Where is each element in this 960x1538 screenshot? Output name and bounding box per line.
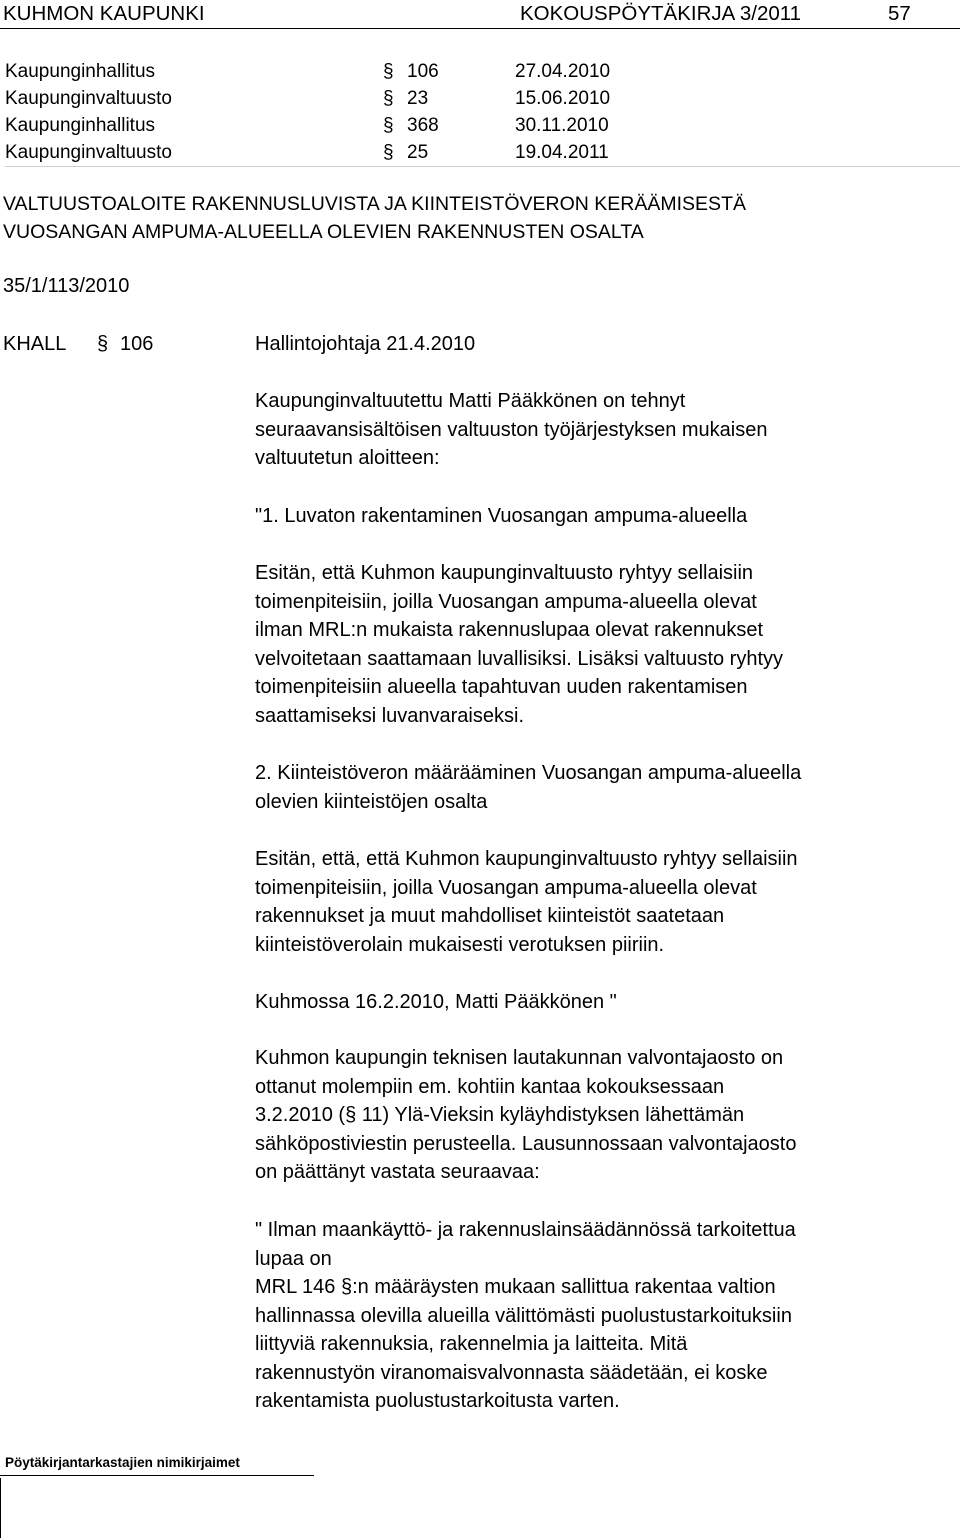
text-line: rakentamista puolustustarkoitusta varten. — [255, 1390, 620, 1412]
item2-title — [255, 759, 801, 816]
document-title: KOKOUSPÖYTÄKIRJA 3/2011 — [520, 2, 802, 25]
text-line: rakennustyön viranomaisvalvonnasta säädetään, ei koske — [255, 1361, 768, 1384]
initiative-signature — [255, 988, 617, 1017]
page-header — [0, 2, 960, 29]
committee-statement — [255, 1044, 796, 1187]
item1-body — [255, 559, 783, 730]
text-line: saattamiseksi luvanvaraiseksi. — [255, 704, 524, 727]
meeting-row — [5, 112, 960, 139]
text-line: on päättänyt vastata seuraavaa: — [255, 1161, 540, 1183]
text-line: "1. Luvaton rakentaminen Vuosangan ampuma-alueella — [255, 505, 748, 527]
municipality-name: KUHMON KAUPUNKI — [3, 2, 205, 25]
text-line: seuraavansisältöisen valtuuston työjärjestyksen mukaisen — [255, 418, 768, 441]
text-line: liittyviä rakennuksia, rakennelmia ja laitteita. Mitä — [255, 1333, 688, 1355]
meeting-date: 15.06.2010 — [515, 88, 611, 109]
text-line: " Ilman maankäyttö- ja rakennuslainsäädännössä tarkoitettua — [255, 1219, 796, 1241]
signature-box-edge — [0, 1478, 1, 1538]
text-line: Esitän, että Kuhmon kaupunginvaltuusto ryhtyy sellaisiin — [255, 562, 754, 584]
text-line: velvoitetaan saattamaan luvallisiksi. Lisäksi valtuusto ryhtyy — [255, 647, 784, 670]
khall-label: KHALL — [3, 333, 67, 355]
matter-title-line: VUOSANGAN AMPUMA-ALUEELLA OLEVIEN RAKENNUSTEN OSALTA — [3, 221, 644, 243]
text-line: kiinteistöverolain mukaisesti verotuksen piiriin. — [255, 933, 665, 956]
meeting-body: Kaupunginvaltuusto — [5, 88, 172, 109]
page-number: 57 — [888, 2, 911, 25]
section-sign: § — [383, 142, 394, 163]
signature-line — [0, 1475, 314, 1476]
text-line: 3.2.2010 (§ 11) Ylä-Vieksin kyläyhdistyksen lähettämän — [255, 1104, 745, 1126]
meeting-number: 25 — [407, 142, 429, 163]
section-sign: § — [383, 115, 394, 136]
text-line: Kaupunginvaltuutettu Matti Pääkkönen on tehnyt — [255, 390, 686, 412]
meeting-number: 106 — [407, 61, 439, 82]
text-line: Esitän, että, että Kuhmon kaupunginvaltuusto ryhtyy sellaisiin — [255, 848, 798, 870]
text-line: ottanut molempiin em. kohtiin kantaa kokouksessaan — [255, 1075, 725, 1098]
text-line: toimenpiteisiin, joilla Vuosangan ampuma-alueella olevat — [255, 876, 757, 899]
text-line: toimenpiteisiin alueella tapahtuvan uuden rakentamisen — [255, 676, 748, 698]
item1-title — [255, 502, 747, 531]
meeting-date: 27.04.2010 — [515, 61, 611, 82]
section-sign: § — [97, 333, 109, 355]
matter-title — [3, 190, 746, 246]
reference-number: 35/1/113/2010 — [3, 275, 130, 297]
meeting-number: 23 — [407, 88, 429, 109]
quoted-statement — [255, 1216, 796, 1416]
meeting-body: Kaupunginhallitus — [5, 115, 156, 136]
text-line: valtuutetun aloitteen: — [255, 447, 440, 469]
khall-number: 106 — [120, 333, 154, 355]
text-line: sähköpostiviestin perusteella. Lausunnossaan valvontajaosto — [255, 1132, 797, 1155]
intro-paragraph — [255, 387, 768, 473]
section-sign: § — [383, 61, 394, 82]
text-line: toimenpiteisiin, joilla Vuosangan ampuma-alueella olevat — [255, 590, 757, 613]
meeting-body: Kaupunginhallitus — [5, 61, 156, 82]
text-line: Kuhmon kaupungin teknisen lautakunnan valvontajaosto on — [255, 1047, 784, 1069]
text-line: ilman MRL:n mukaista rakennuslupaa olevat rakennukset — [255, 619, 764, 641]
text-line: olevien kiinteistöjen osalta — [255, 790, 488, 813]
text-line: hallinnassa olevilla alueilla välittömästi puolustustarkoituksiin — [255, 1304, 792, 1327]
text-line: 2. Kiinteistöveron määrääminen Vuosangan ampuma-alueella — [255, 762, 802, 784]
meeting-row — [5, 85, 960, 112]
section-sign: § — [383, 88, 394, 109]
item2-body — [255, 845, 798, 959]
matter-title-line: VALTUUSTOALOITE RAKENNUSLUVISTA JA KIINTEISTÖVERON KERÄÄMISESTÄ — [3, 193, 746, 215]
meeting-number: 368 — [407, 115, 439, 136]
meeting-date: 19.04.2011 — [515, 142, 609, 163]
text-line: lupaa on — [255, 1247, 332, 1270]
meeting-body: Kaupunginvaltuusto — [5, 142, 172, 163]
text-line: rakennukset ja muut mahdolliset kiinteistöt saatetaan — [255, 905, 725, 927]
meeting-date: 30.11.2010 — [515, 115, 609, 136]
text-line: MRL 146 §:n määräysten mukaan sallittua rakentaa valtion — [255, 1276, 776, 1298]
presenter: Hallintojohtaja 21.4.2010 — [255, 333, 476, 355]
meeting-row — [5, 139, 960, 167]
signers-initials-label: Pöytäkirjantarkastajien nimikirjaimet — [5, 1455, 240, 1470]
text-line: Kuhmossa 16.2.2010, Matti Pääkkönen " — [255, 991, 617, 1013]
meeting-row — [5, 58, 960, 85]
